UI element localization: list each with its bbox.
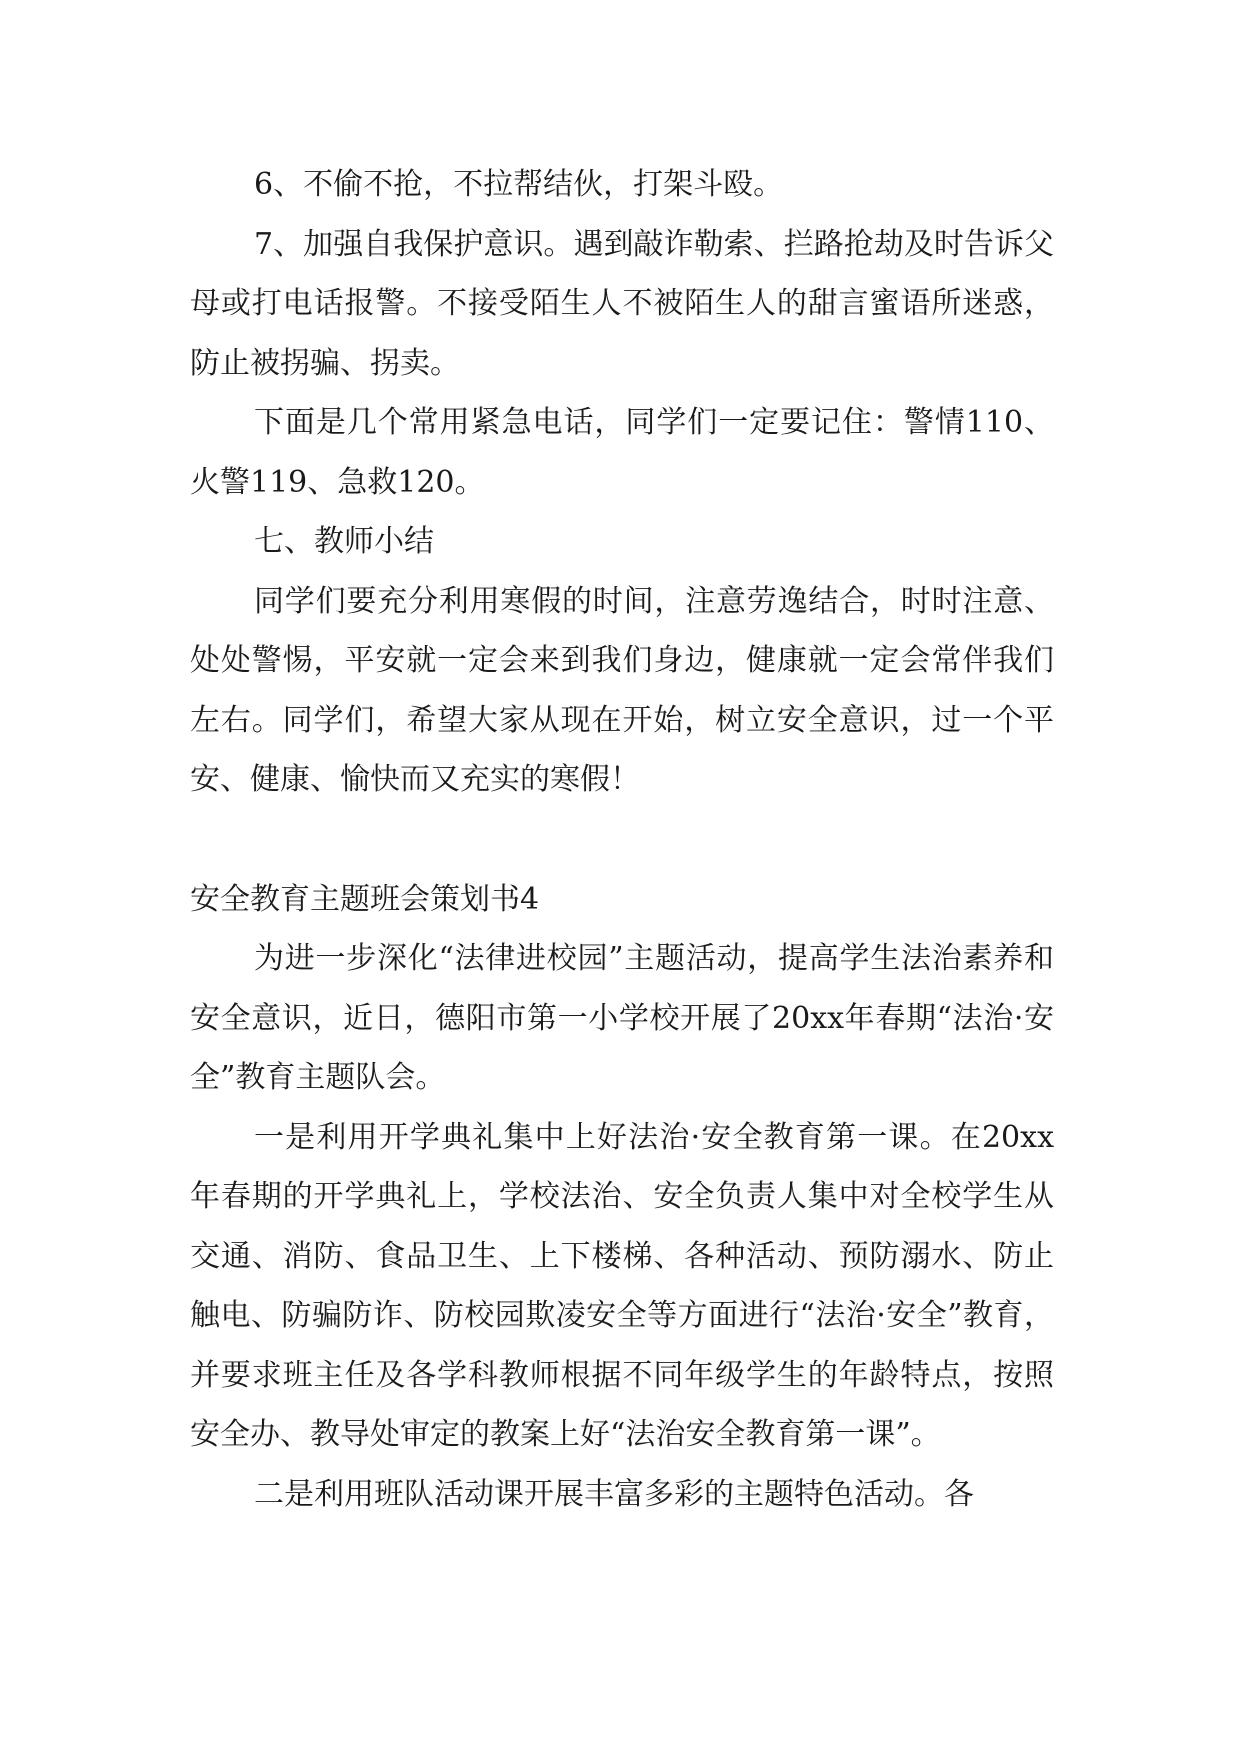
- paragraph-intro: 为进一步深化“法律进校园”主题活动，提高学生法治素养和安全意识，近日，德阳市第一小学校开展了20xx年春期“法治·安全”教育主题队会。: [190, 941, 1054, 1095]
- heading-teacher-summary: 七、教师小结: [254, 524, 434, 559]
- document-body: [190, 155, 1054, 1524]
- paragraph-rule-7: 7、加强自我保护意识。遇到敲诈勒索、拦路抢劫及时告诉父母或打电话报警。不接受陌生人不被陌生人的甜言蜜语所迷惑，防止被拐骗、拐卖。: [190, 226, 1054, 381]
- paragraph-rule-6: 6、不偷不抢，不拉帮结伙，打架斗殴。: [254, 167, 784, 202]
- section-spacer: [190, 810, 1054, 870]
- paragraph-summary: 同学们要充分利用寒假的时间，注意劳逸结合，时时注意、处处警惕，平安就一定会来到我们身边，健康就一定会常伴我们左右。同学们，希望大家从现在开始，树立安全意识，过一个平安、健康、愉快而又充实的寒假！: [190, 583, 1054, 797]
- paragraph-emergency-numbers: 下面是几个常用紧急电话，同学们一定要记住：警情110、火警119、急救120。: [190, 405, 1054, 500]
- paragraph-point-two: 二是利用班队活动课开展丰富多彩的主题特色活动。各: [254, 1476, 974, 1512]
- section-title: 安全教育主题班会策划书4: [190, 881, 540, 917]
- paragraph-point-one: 一是利用开学典礼集中上好法治·安全教育第一课。在20xx年春期的开学典礼上，学校法治、安全负责人集中对全校学生从交通、消防、食品卫生、上下楼梯、各种活动、预防溺水、防止触电、防骗防诈、防校园欺凌安全等方面进行“法治·安全”教育，并要求班主任及各学科教师根据不同年级学生的年龄特点，按照安全办、教导处审定的教案上好“法治安全教育第一课”。: [190, 1119, 1054, 1452]
